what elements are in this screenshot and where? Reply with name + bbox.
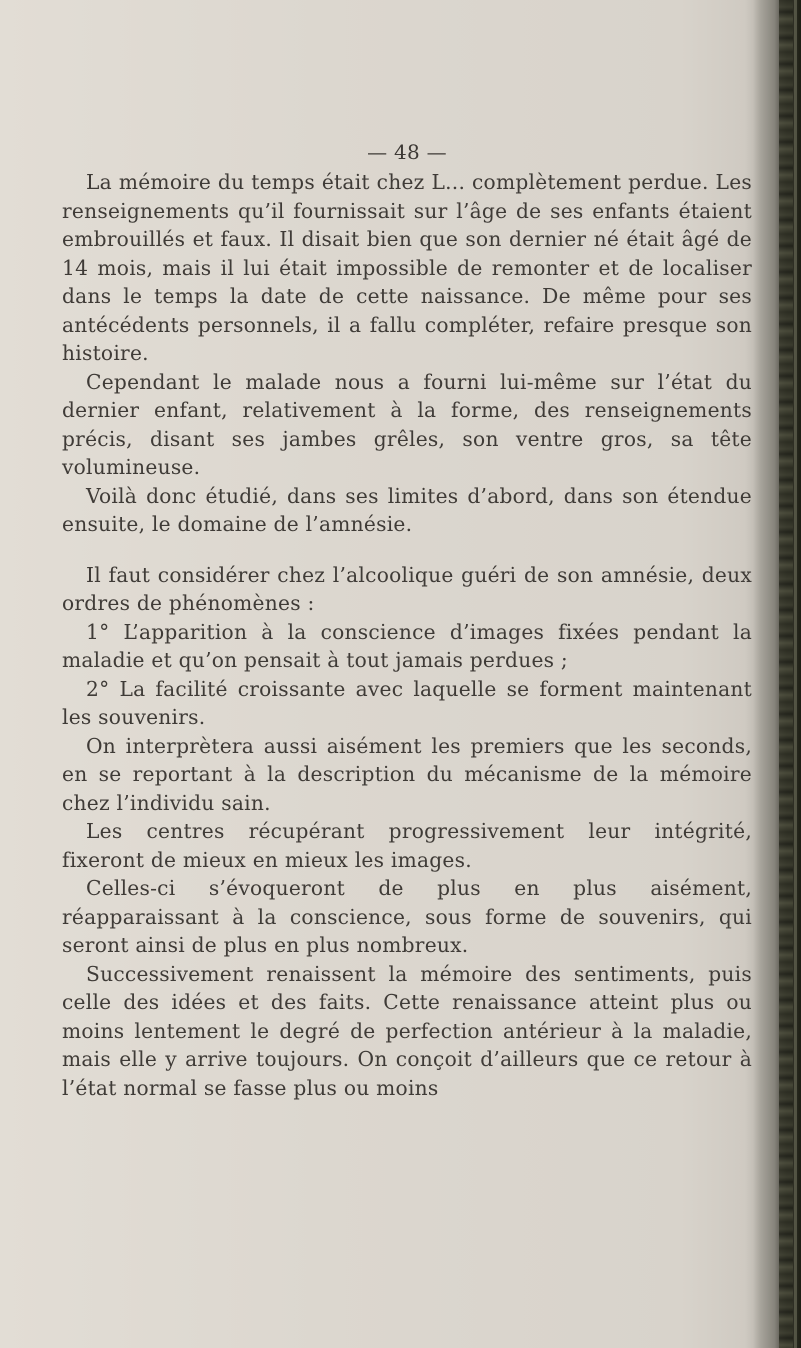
paragraph: 1° L’apparition à la conscience d’images fixées pendant la maladie et qu’on pensait à tout jamais perdues ; [62,619,752,672]
paragraph: Successivement renaissent la mémoire des sentiments, puis celle des idées et des faits. Cette renaissance atteint plus ou moins lentement le degré de perfection antérieur à la maladie, mais elle y arrive toujours. On conçoit d’ailleurs que ce retour à l’état normal se fasse plus ou moins [62,961,752,1100]
paragraph: Les centres récupérant progressivement leur intégrité, fixeront de mieux en mieux les images. [62,819,752,872]
section-gap [62,539,752,561]
page-number: — 48 — [367,140,447,164]
paragraph: 2° La facilité croissante avec laquelle se forment maintenant les souvenirs. [62,676,752,729]
binding-edge [779,0,793,1348]
paragraph: Voilà donc étudié, dans ses limites d’abord, dans son étendue ensuite, le domaine de l’amnésie. [62,483,752,536]
paragraph: Il faut considérer chez l’alcoolique guéri de son amnésie, deux ordres de phénomènes : [62,562,752,615]
binding-highlight [794,0,797,1348]
paragraph: On interprètera aussi aisément les premiers que les seconds, en se reportant à la description du mécanisme de la mémoire chez l’individu sain. [62,733,752,815]
paragraph: Celles-ci s’évoqueront de plus en plus aisément, réapparaissant à la conscience, sous forme de souvenirs, qui seront ainsi de plus en plus nombreux. [62,876,752,957]
page-text [62,138,752,1102]
paragraph: La mémoire du temps était chez L... complètement perdue. Les renseignements qu’il fournissait sur l’âge de ses enfants étaient embrouillés et faux. Il disait bien que son dernier né était âgé de 14 mois, mais il lui était impossible de remonter et de localiser dans le temps la date de cette naissance. De même pour ses antécédents personnels, il a fallu compléter, refaire presque son histoire. [62,170,752,365]
paragraph: Cependant le malade nous a fourni lui-même sur l’état du dernier enfant, relativement à la forme, des renseignements précis, disant ses jambes grêles, son ventre gros, sa tête volumineuse. [62,369,752,479]
